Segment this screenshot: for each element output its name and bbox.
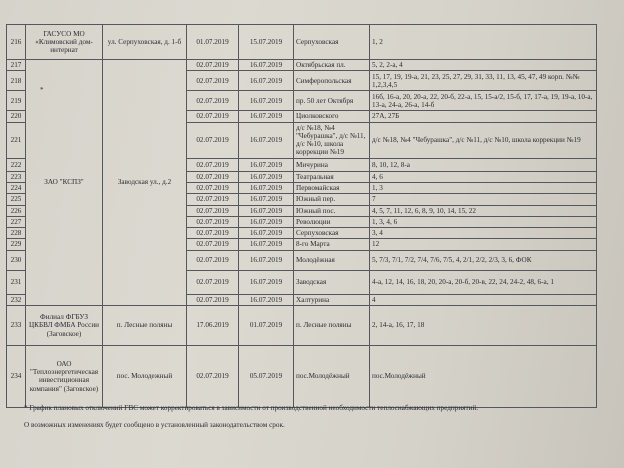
outage-end-date: 16.07.2019 [239, 216, 294, 227]
street: п. Лесные поляны [294, 305, 370, 345]
outage-start-date: 02.07.2019 [187, 345, 239, 407]
street: Южный пос. [294, 205, 370, 216]
house-numbers: 27А, 27Б [370, 111, 597, 122]
street: Октябрьская пл. [294, 60, 370, 71]
house-numbers: 12 [370, 239, 597, 250]
street: Серпуховская [294, 228, 370, 239]
table-row [7, 60, 597, 71]
house-numbers: 4, 6 [370, 171, 597, 182]
outage-end-date: 16.07.2019 [239, 270, 294, 294]
row-number: 220 [7, 111, 26, 122]
outage-end-date: 16.07.2019 [239, 60, 294, 71]
house-numbers: 4-а, 12, 14, 16, 18, 20, 20-а, 20-б, 20-в, 22, 24, 24-2, 48, 6-а, 1 [370, 270, 597, 294]
house-numbers: 1, 2 [370, 25, 597, 60]
street: Заводская [294, 270, 370, 294]
outage-end-date: 16.07.2019 [239, 122, 294, 158]
row-number: 221 [7, 122, 26, 158]
row-number: 222 [7, 158, 26, 171]
house-numbers: 8, 10, 12, 8-а [370, 158, 597, 171]
row-number: 230 [7, 250, 26, 270]
table-row [7, 25, 597, 60]
row-number: 226 [7, 205, 26, 216]
street: Халтурина [294, 294, 370, 305]
house-numbers: 4 [370, 294, 597, 305]
outage-end-date: 16.07.2019 [239, 294, 294, 305]
street: Южный пер. [294, 194, 370, 205]
house-numbers: 5, 7/3, 7/1, 7/2, 7/4, 7/6, 7/5, 4, 2/1, 2/2, 2/3, 3, 6, ФОК [370, 250, 597, 270]
row-number: 218 [7, 71, 26, 91]
asterisk-mark: * [40, 86, 44, 94]
outage-start-date: 17.06.2019 [187, 305, 239, 345]
organization: Филиал ФГБУЗ ЦКБВЛ ФМБА России (Заговское) [26, 305, 103, 345]
outage-end-date: 15.07.2019 [239, 25, 294, 60]
house-numbers: 1, 3, 4, 6 [370, 216, 597, 227]
outage-start-date: 02.07.2019 [187, 71, 239, 91]
organization-address: Заводская ул., д.2 [103, 60, 187, 306]
street: Театральная [294, 171, 370, 182]
outage-start-date: 02.07.2019 [187, 158, 239, 171]
outage-start-date: 02.07.2019 [187, 205, 239, 216]
outage-end-date: 05.07.2019 [239, 345, 294, 407]
street: д/с №18, №4 "Чебурашка", д/с №11, д/с №10, школа коррекции №19 [294, 122, 370, 158]
outage-schedule-table [6, 24, 597, 408]
row-number: 224 [7, 182, 26, 193]
outage-end-date: 16.07.2019 [239, 228, 294, 239]
table-row [7, 345, 597, 407]
row-number: 234 [7, 345, 26, 407]
row-number: 232 [7, 294, 26, 305]
street: Циолковского [294, 111, 370, 122]
row-number: 233 [7, 305, 26, 345]
organization: ЗАО "КСПЗ" [26, 60, 103, 306]
outage-start-date: 02.07.2019 [187, 111, 239, 122]
outage-start-date: 01.07.2019 [187, 25, 239, 60]
house-numbers: 7 [370, 194, 597, 205]
outage-start-date: 02.07.2019 [187, 122, 239, 158]
street: Серпуховская [294, 25, 370, 60]
house-numbers: 1, 3 [370, 182, 597, 193]
row-number: 216 [7, 25, 26, 60]
footnote-changes: О возможных изменениях будет сообщено в установленный законодательством срок. [24, 421, 285, 429]
row-number: 227 [7, 216, 26, 227]
footnote-schedule: * График плановых отключений ГВС может корректироваться в зависимости от производственной необходимости теплоснабжающих предприятий. [24, 404, 479, 412]
house-numbers: 4, 5, 7, 11, 12, 6, 8, 9, 10, 14, 15, 22 [370, 205, 597, 216]
street: Революции [294, 216, 370, 227]
outage-start-date: 02.07.2019 [187, 239, 239, 250]
outage-start-date: 02.07.2019 [187, 250, 239, 270]
house-numbers: пос.Молодёжный [370, 345, 597, 407]
house-numbers: 3, 4 [370, 228, 597, 239]
table-row [7, 305, 597, 345]
outage-end-date: 16.07.2019 [239, 205, 294, 216]
street: Мичурина [294, 158, 370, 171]
outage-start-date: 02.07.2019 [187, 194, 239, 205]
row-number: 219 [7, 91, 26, 111]
outage-start-date: 02.07.2019 [187, 216, 239, 227]
outage-end-date: 16.07.2019 [239, 111, 294, 122]
outage-end-date: 16.07.2019 [239, 239, 294, 250]
outage-start-date: 02.07.2019 [187, 294, 239, 305]
house-numbers: 2, 14-а, 16, 17, 18 [370, 305, 597, 345]
outage-end-date: 16.07.2019 [239, 250, 294, 270]
outage-end-date: 16.07.2019 [239, 91, 294, 111]
house-numbers: 15, 17, 19, 19-а, 21, 23, 25, 27, 29, 31, 33, 11, 13, 45, 47, 49 корп. №№ 1,2,3,4,5 [370, 71, 597, 91]
outage-start-date: 02.07.2019 [187, 228, 239, 239]
outage-start-date: 02.07.2019 [187, 182, 239, 193]
street: 8-го Марта [294, 239, 370, 250]
street: пос.Молодёжный [294, 345, 370, 407]
organization: ОАО "Теплоэнергетическая инвестиционная компания" (Заговское) [26, 345, 103, 407]
house-numbers: 5, 2, 2-а, 4 [370, 60, 597, 71]
outage-end-date: 16.07.2019 [239, 194, 294, 205]
row-number: 229 [7, 239, 26, 250]
house-numbers: д/с №18, №4 "Чебурашка", д/с №11, д/с №10, школа коррекции №19 [370, 122, 597, 158]
outage-end-date: 16.07.2019 [239, 171, 294, 182]
street: Первомайская [294, 182, 370, 193]
street: пр. 50 лет Октября [294, 91, 370, 111]
outage-start-date: 02.07.2019 [187, 60, 239, 71]
outage-start-date: 02.07.2019 [187, 270, 239, 294]
outage-start-date: 02.07.2019 [187, 171, 239, 182]
organization-address: пос. Молодежный [103, 345, 187, 407]
house-numbers: 16б, 16-а, 20, 20-а, 22, 20-б, 22-а, 15, 15-а/2, 15-б, 17, 17-а, 19, 19-а, 10-а, 13-а, 24-а, 26-а, 14-б [370, 91, 597, 111]
row-number: 231 [7, 270, 26, 294]
outage-end-date: 16.07.2019 [239, 182, 294, 193]
organization: ГАСУСО МО «Климовский дом-интернат [26, 25, 103, 60]
organization-address: ул. Серпуховская, д. 1-б [103, 25, 187, 60]
row-number: 223 [7, 171, 26, 182]
outage-end-date: 16.07.2019 [239, 71, 294, 91]
row-number: 217 [7, 60, 26, 71]
row-number: 228 [7, 228, 26, 239]
row-number: 225 [7, 194, 26, 205]
street: Симферопольская [294, 71, 370, 91]
organization-address: п. Лесные поляны [103, 305, 187, 345]
street: Молодёжная [294, 250, 370, 270]
outage-end-date: 16.07.2019 [239, 158, 294, 171]
table-body [7, 25, 597, 408]
outage-start-date: 02.07.2019 [187, 91, 239, 111]
outage-end-date: 01.07.2019 [239, 305, 294, 345]
